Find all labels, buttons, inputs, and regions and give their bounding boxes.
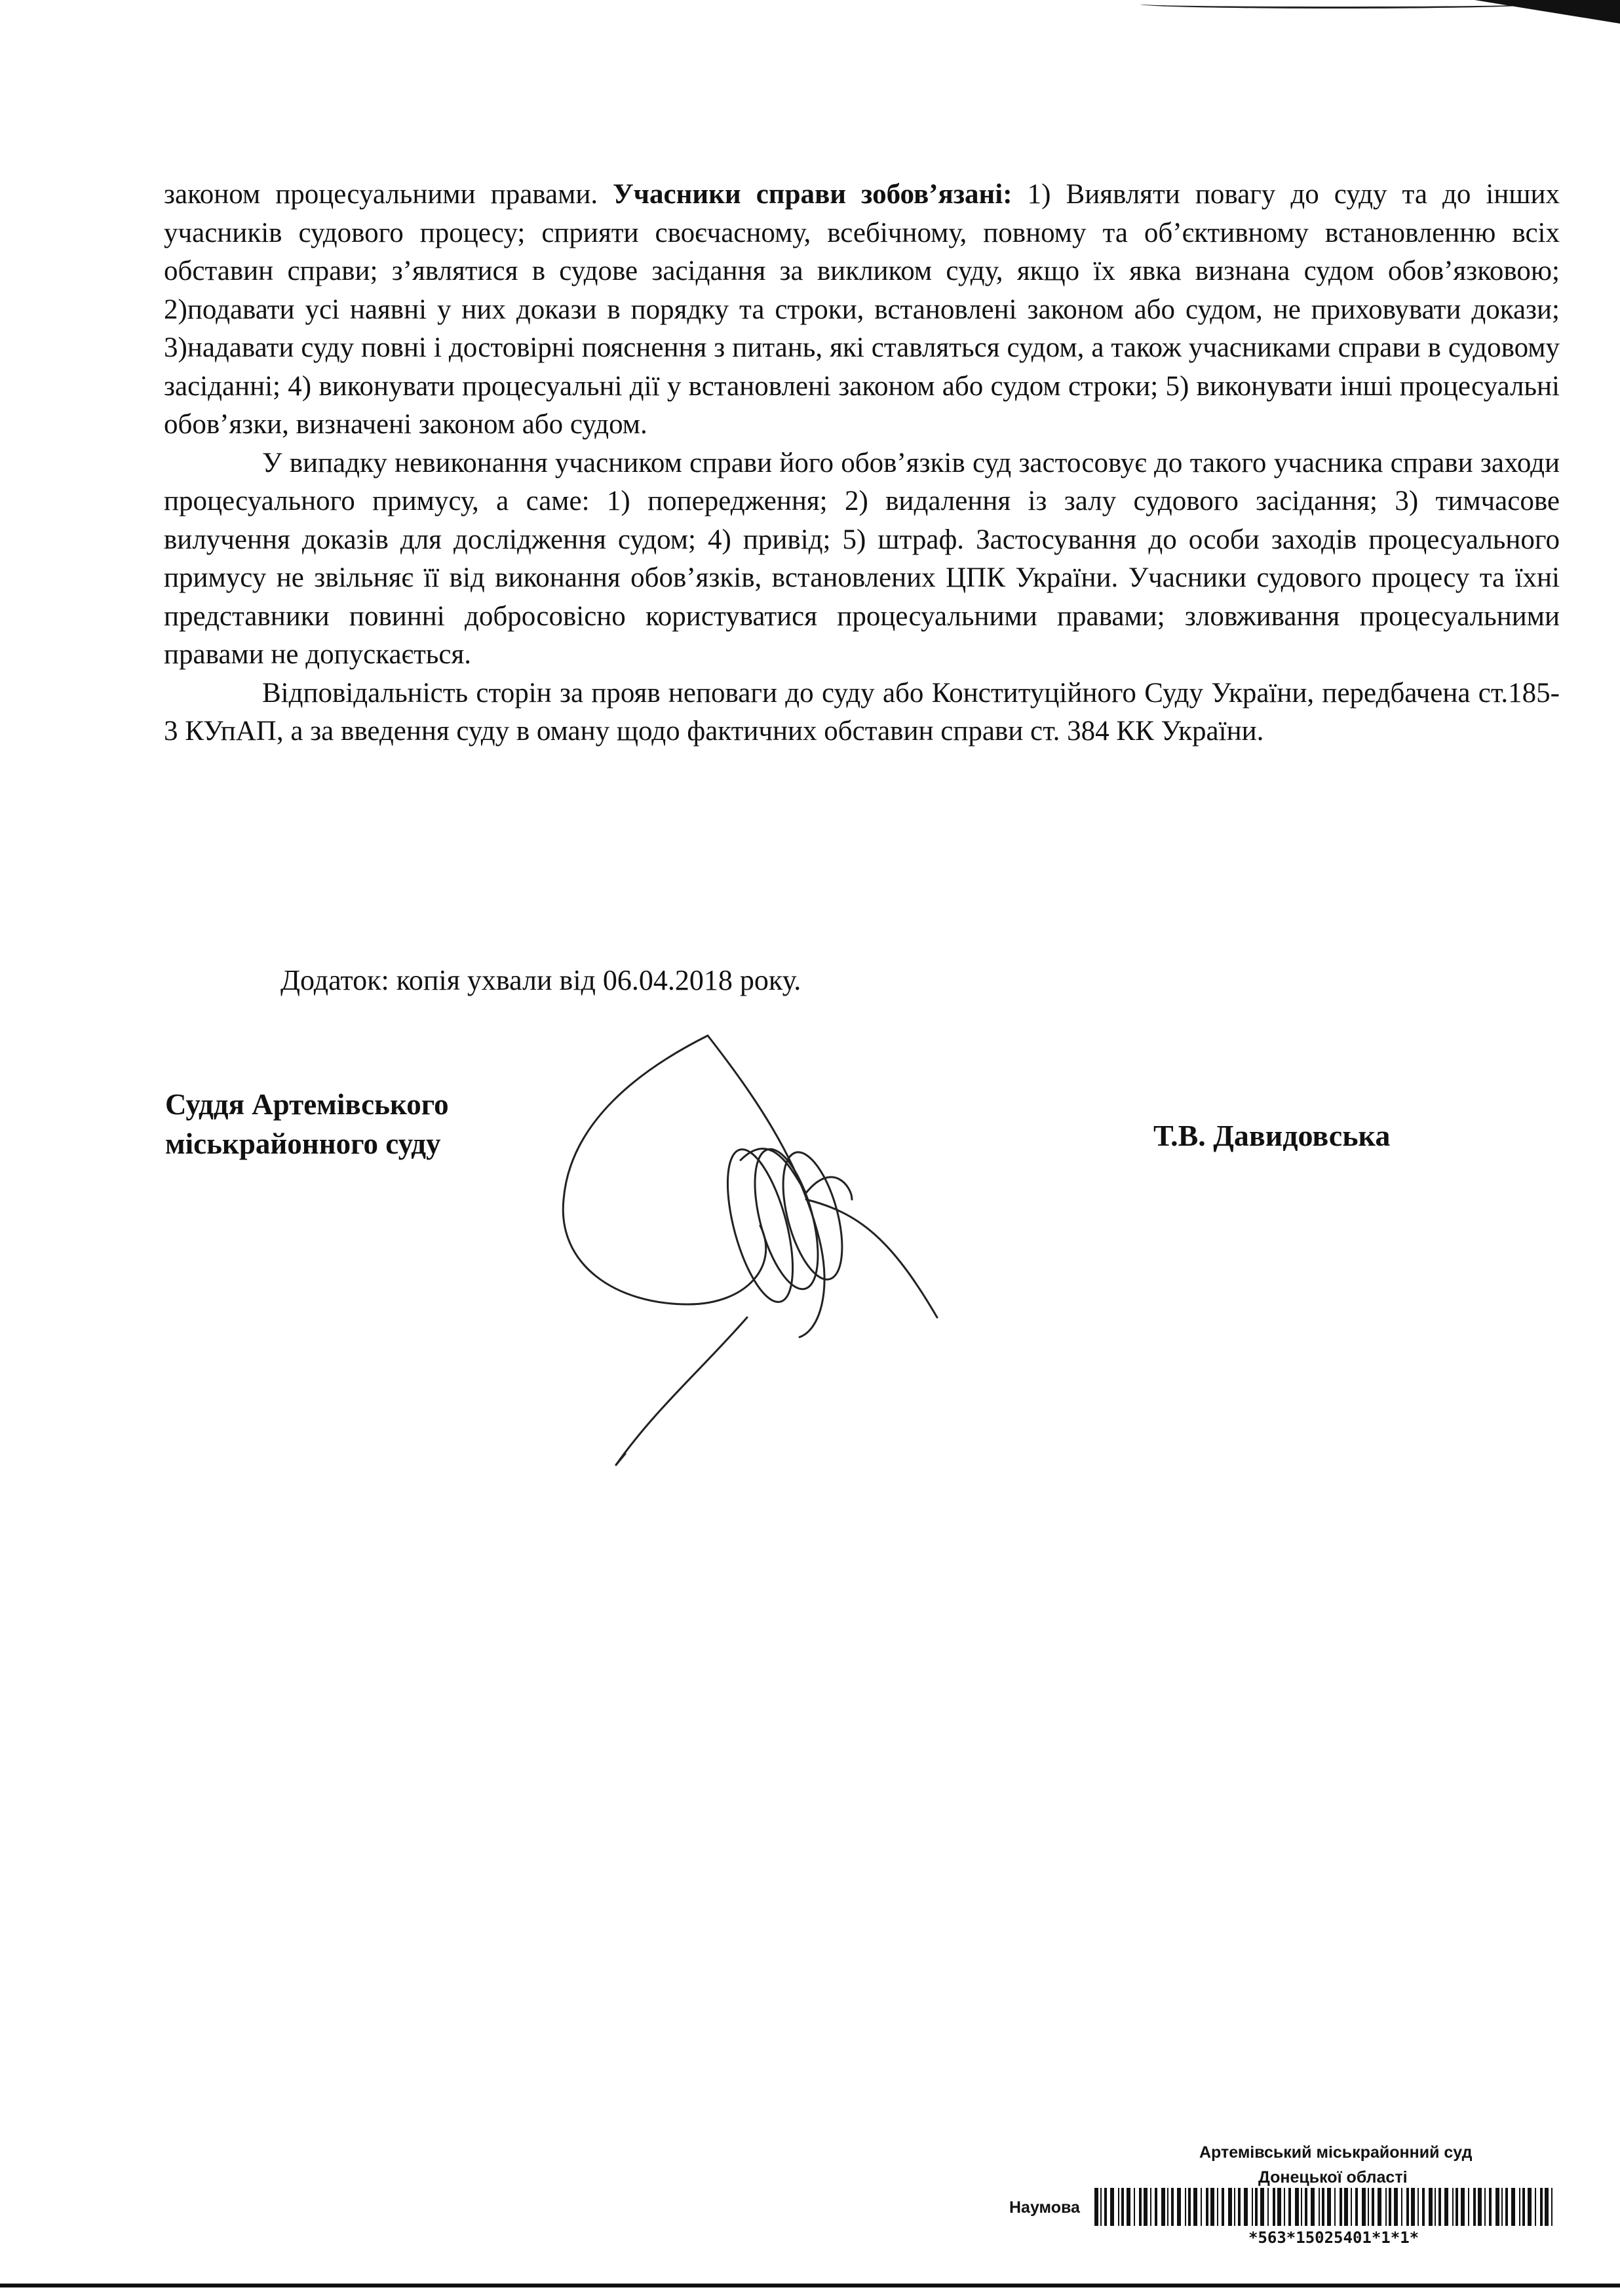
obligations-heading: Учасники справи зобов’язані:	[613, 179, 1013, 210]
court-name: Артемівський міськрайонний суд	[1199, 2143, 1473, 2162]
judge-name: Т.В. Давидовська	[1153, 1119, 1391, 1152]
barcode	[1094, 2188, 1553, 2226]
clerk-name: Наумова	[1009, 2198, 1080, 2217]
paragraph-responsibility: Відповідальність сторін за прояв неповаги до суду або Конституційного Суду України, передбачена ст.185-3 КУпАП, а за введення суду в оману щодо фактичних обставин справи ст. 384 КК України.	[164, 677, 1560, 747]
handwritten-signature	[544, 1029, 1016, 1475]
judge-title	[165, 1085, 449, 1163]
paragraph-coercion: У випадку невиконання учасником справи його обов’язків суд застосовує до такого учасника справи заходи процесуального примусу, а саме: 1) попередження; 2) видалення із залу судового засідання; 3) тимчасове вилучення доказів для дослідження судом; 4) привід; 5) штраф. Застосування до особи заходів процесуального примусу не звільняє її від виконання обов’язків, встановлених ЦПК України. Учасники судового процесу та їхні представники повинні добросовісно користуватися процесуальними правами; зловживання процесуальними правами не допускається.	[164, 447, 1560, 670]
document-body	[164, 176, 1560, 751]
paragraph-obligations	[164, 176, 1560, 444]
paragraph-obligations-start: законом процесуальними правами.	[164, 179, 613, 210]
court-barcode-stamp	[1009, 2143, 1606, 2274]
paragraph-obligations-text: 1) Виявляти повагу до суду та до інших учасників судового процесу; сприяти своєчасному, всебічному, повному та об’єктивному встановленню всіх обставин справи; з’являтися в судове засідання за викликом суду, якщо їх явка визнана судом обов’язковою; 2)подавати усі наявні у них докази в порядку та строки, встановлені законом або судом, не приховувати докази; 3)надавати суду повні і достовірні пояснення з питань, які ставляться судом, а також учасниками справи в судовому засіданні; 4) виконувати процесуальні дії у встановлені законом або судом строки; 5) виконувати інші процесуальні обов’язки, визначені законом або судом.	[164, 179, 1560, 440]
court-region: Донецької області	[1258, 2168, 1408, 2187]
scan-corner-mark	[1435, 0, 1620, 24]
judge-title-line1: Суддя Артемівського	[165, 1088, 449, 1121]
judge-title-line2: міськрайонного суду	[165, 1127, 441, 1160]
scan-bottom-edge	[0, 2284, 1620, 2287]
attachment-note: Додаток: копія ухвали від 06.04.2018 року.	[280, 964, 801, 996]
barcode-number: *563*15025401*1*1*	[1248, 2228, 1419, 2247]
